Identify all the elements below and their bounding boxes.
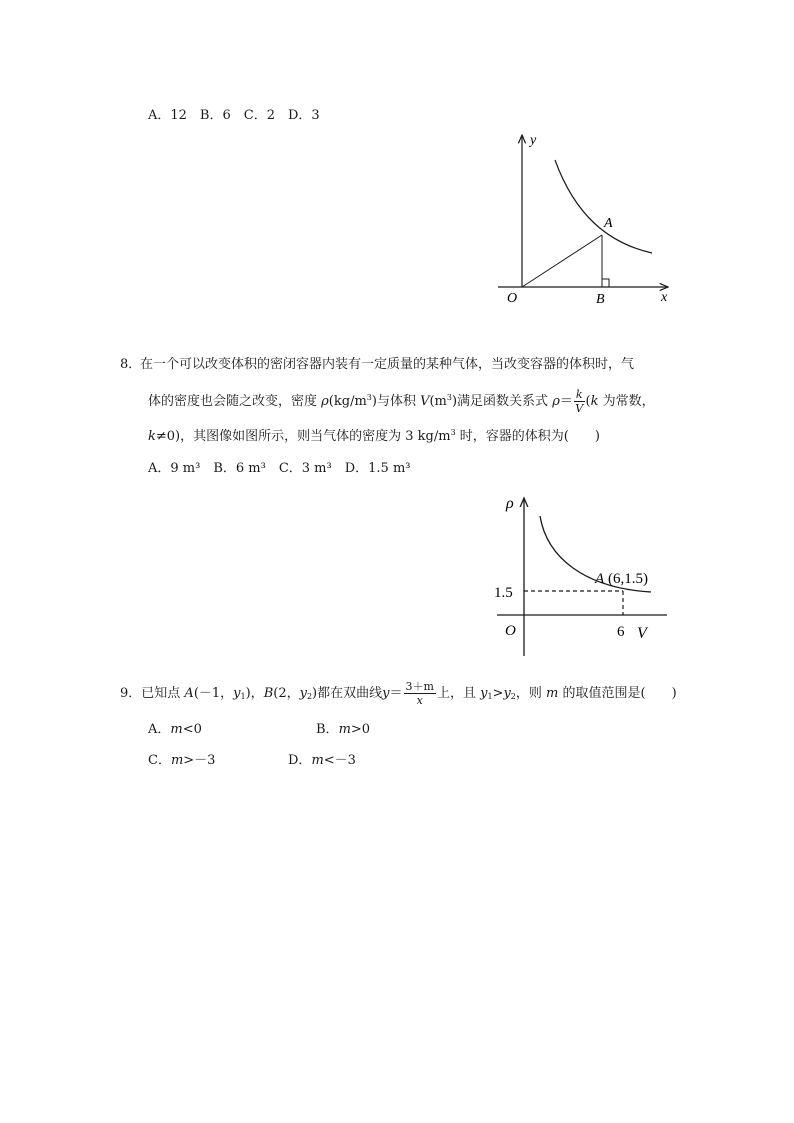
q8-graph bbox=[485, 488, 685, 660]
q8-tick-6: 6 bbox=[617, 624, 625, 640]
q7-point-b-label: B bbox=[596, 292, 605, 307]
q8-point-a-coords: (6,1.5) bbox=[608, 571, 648, 587]
q9-formula-fraction: $\frac{3+m}{x}$ bbox=[405, 680, 434, 707]
q8-v-label: V bbox=[637, 625, 647, 642]
q9-choice-d: D．m<－3 bbox=[288, 753, 356, 768]
q7-y-label: y bbox=[530, 133, 537, 148]
q8-line-2: 体的密度也会随之改变，密度 $\rho(kg/m^3)$与体积 $V(m^3)$满足函数关系式 ρ＝ $\frac{k}{V}$ (k 为常数， bbox=[148, 388, 655, 415]
q8-line-3: k≠0)，其图像如图所示，则当气体的密度为 3 $kg/m^3$ 时，容器的体积为( ) bbox=[148, 428, 600, 444]
q9-choice-a: A．m<0 bbox=[148, 722, 202, 737]
q7-x-label: x bbox=[661, 290, 668, 305]
q9-number: 9． bbox=[120, 686, 142, 701]
q8-point-a-label: A bbox=[595, 571, 605, 587]
q8-rho-label: ρ bbox=[506, 495, 514, 512]
q7-segment-oa bbox=[522, 235, 602, 287]
q7-point-a-label: A bbox=[604, 216, 613, 231]
q8-line-1: 在一个可以改变体积的密闭容器内装有一定质量的某种气体，当改变容器的体积时，气 bbox=[140, 357, 635, 372]
q8-number: 8． bbox=[120, 357, 142, 372]
q7-origin-label: O bbox=[507, 291, 518, 306]
q8-origin-label: O bbox=[505, 623, 516, 639]
q8-formula-fraction: $\frac{k}{V}$ bbox=[575, 388, 584, 415]
q7-hyperbola bbox=[555, 160, 652, 253]
q9-choice-b: B．m>0 bbox=[316, 722, 371, 737]
q7-choices: A．12 B．6 C．2 D．3 bbox=[148, 108, 320, 123]
q7-right-angle-mark bbox=[602, 279, 609, 287]
q8-tick-1-5: 1.5 bbox=[494, 585, 513, 601]
q9-choice-c: C．m>－3 bbox=[148, 753, 216, 768]
q9-stem: 9．已知点 A(－1，$y_1$)，B(2，$y_2$)都在双曲线y＝ $\frac{3+m}{x}$ 上，且 $y_1>y_2$，则 m 的取值范围是( ) bbox=[120, 680, 677, 707]
q7-graph bbox=[490, 125, 690, 310]
q8-choices: A．9 m³ B．6 m³ C．3 m³ D．1.5 m³ bbox=[148, 461, 411, 476]
